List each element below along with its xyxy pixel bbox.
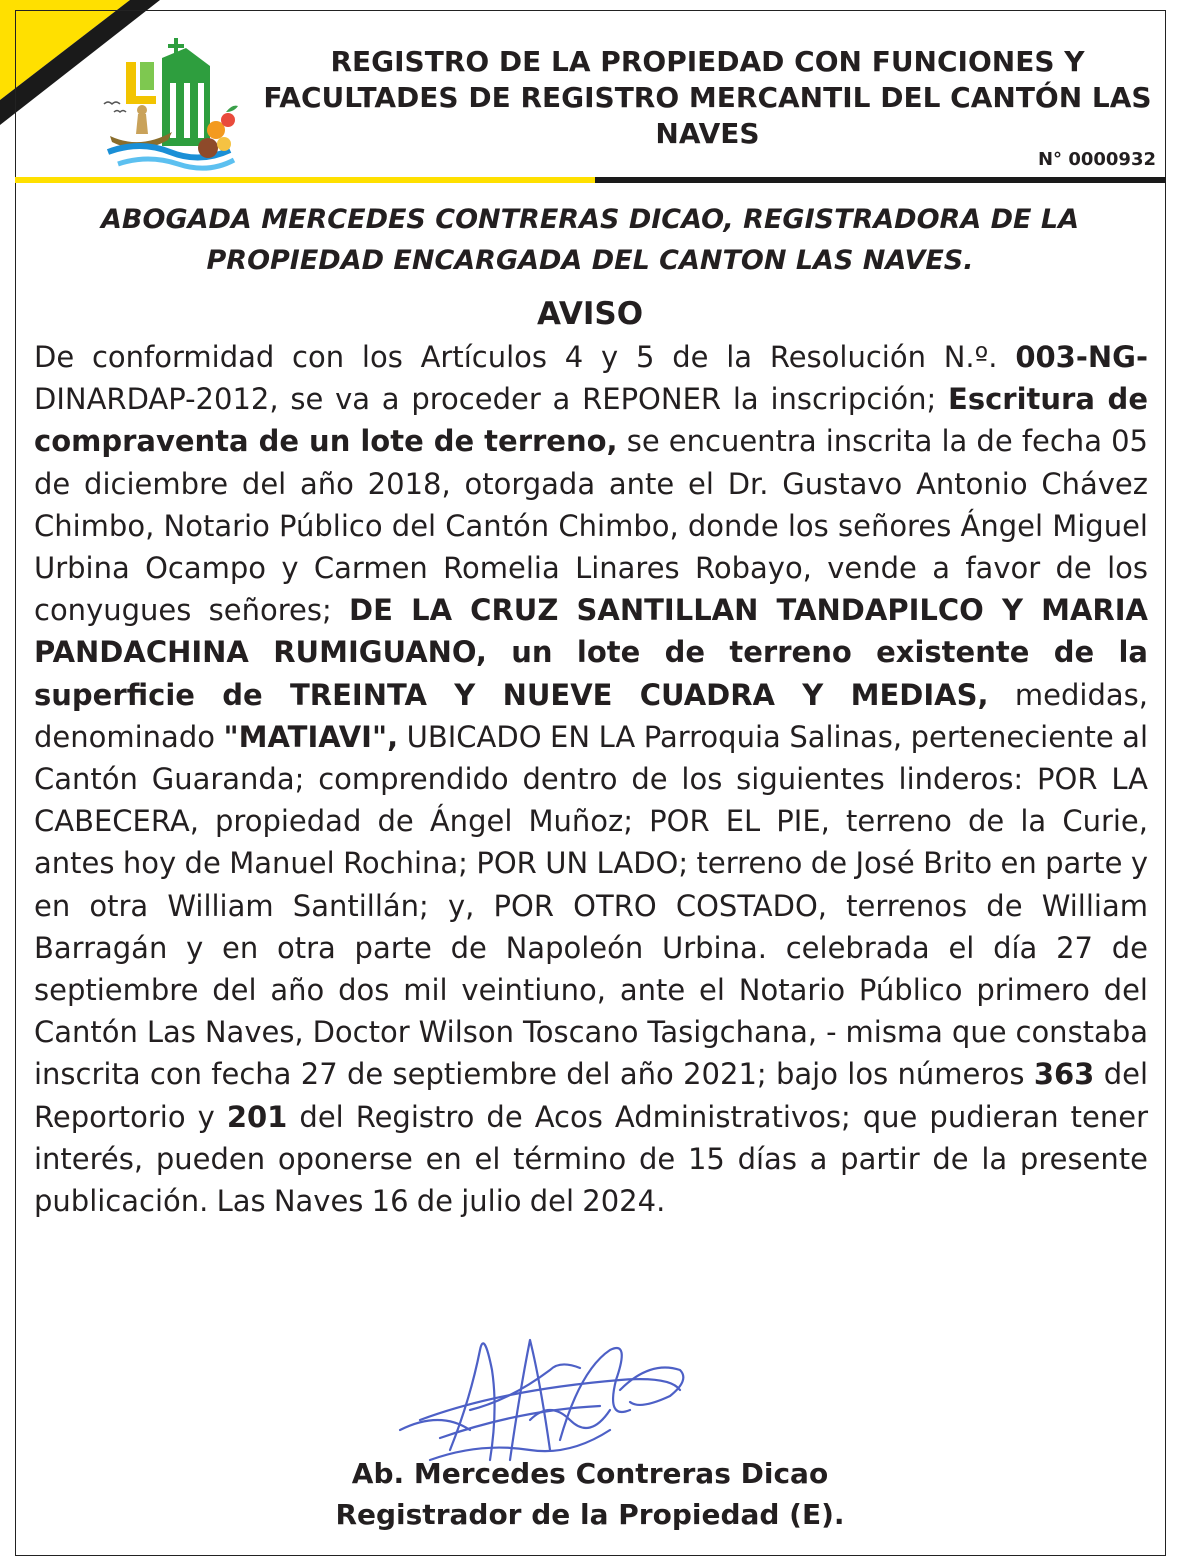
header-rule-black <box>595 177 1166 183</box>
header <box>15 10 1166 180</box>
registry-number: 201 <box>226 1099 288 1134</box>
repertory-number: 363 <box>1033 1057 1095 1092</box>
document-number: N° 0000932 <box>1037 149 1156 170</box>
property-name: "MATIAVI", <box>223 719 399 754</box>
body-segment: del Registro de Acos Administrativos; que pudieran tener interés, pueden oponerse en el término de 15 días a partir de la presente publicación. Las Naves 16 de julio del 2024. <box>34 1099 1148 1219</box>
buyers-and-land: DE LA CRUZ SANTILLAN TANDAPILCO Y MARIA PANDACHINA RUMIGUANO, un lote de terreno existente de la superficie de TREINTA Y NUEVE CUADRA Y MEDIAS, <box>34 593 1148 712</box>
notice-title: AVISO <box>536 296 644 332</box>
body-segment: se encuentra inscrita la de fecha 05 de diciembre del año 2018, otorgada ante el Dr. Gustavo Antonio Chávez Chimbo, Notario Público del Cantón Chimbo, donde los señores Ángel Miguel Urbina Ocampo y Carmen Romelia Linares Robayo, vende a favor de los conyugues señores; <box>34 424 1148 628</box>
header-rule-yellow <box>15 177 595 183</box>
signatory-role: Registrador de la Propiedad (E). <box>335 1498 845 1531</box>
resolution-number: 003-NG- <box>1015 340 1148 374</box>
signature-block <box>0 1453 1180 1535</box>
body-segment: De conformidad con los Artículos 4 y 5 de la Resolución N.º. <box>34 340 1016 374</box>
deed-description: Escritura de compraventa de un lote de terreno, <box>34 382 1148 459</box>
organization-title: REGISTRO DE LA PROPIEDAD CON FUNCIONES Y FACULTADES DE REGISTRO MERCANTIL DEL CANTÓN LAS NAVES <box>263 45 1152 150</box>
handwritten-signature <box>380 1310 700 1470</box>
body-segment: DINARDAP-2012, se va a proceder a REPONER la inscripción; <box>34 382 949 417</box>
signatory-name: Ab. Mercedes Contreras Dicao <box>351 1457 829 1490</box>
issuing-authority: ABOGADA MERCEDES CONTRERAS DICAO, REGISTRADORA DE LA PROPIEDAD ENCARGADA DEL CANTON LAS NAVES. <box>101 204 1079 276</box>
body-segment: UBICADO EN LA Parroquia Salinas, perteneciente al Cantón Guaranda; comprendido dentro de los siguientes linderos: POR LA CABECERA, propiedad de Ángel Muñoz; POR EL PIE, terreno de la Curie, antes hoy de Manuel Rochina; POR UN LADO; terreno de José Brito en parte y en otra William Santillán; y, POR OTRO COSTADO, terrenos de William Barragán y en otra parte de Napoleón Urbina. celebrada el día 27 de septiembre del año dos mil veintiuno, ante el Notario Público primero del Cantón Las Naves, Doctor Wilson Toscano Tasigchana, - misma que constaba inscrita con fecha 27 de septiembre del año 2021; bajo los números <box>34 719 1149 1092</box>
notice-body <box>34 336 1148 1222</box>
body-segment: medidas, denominado <box>34 677 1148 754</box>
las-naves-registry-logo-icon <box>90 28 250 178</box>
body-segment: del Reportorio y <box>34 1057 1148 1134</box>
